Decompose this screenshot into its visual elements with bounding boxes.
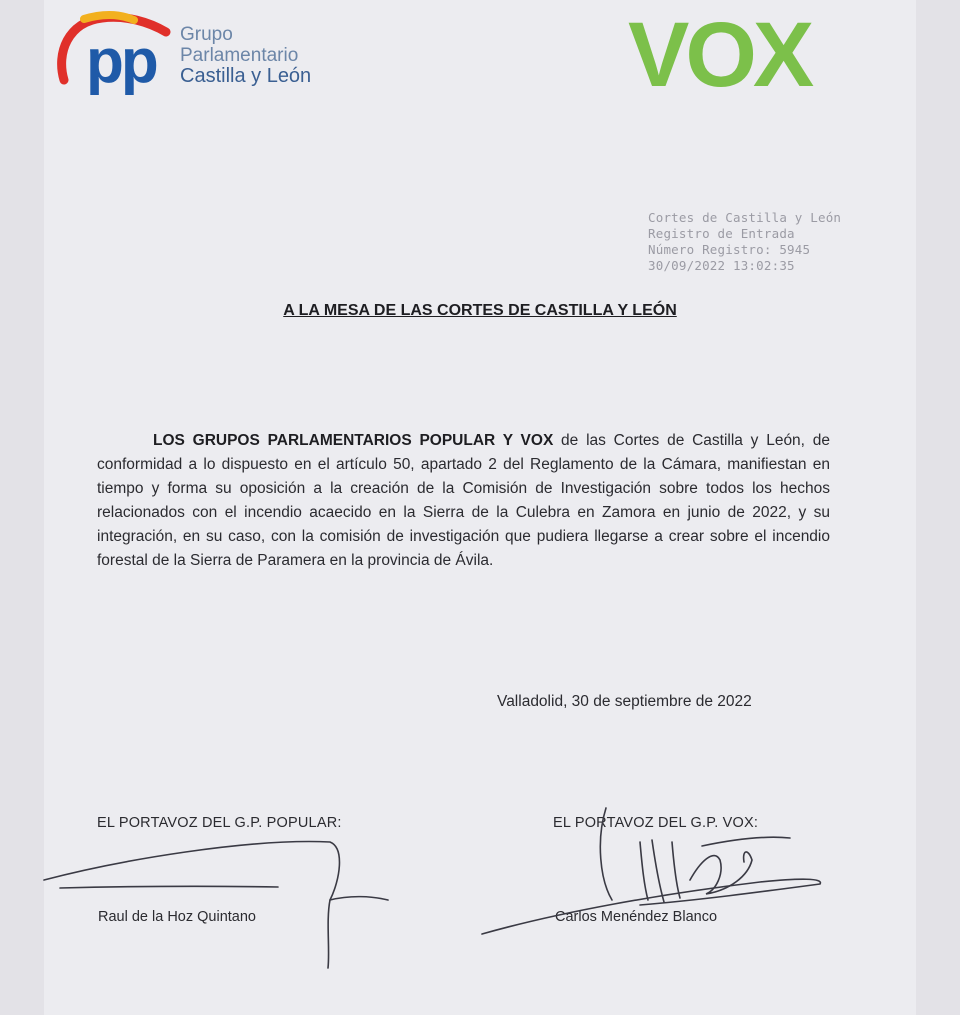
body-text: de las Cortes de Castilla y León, de conformidad a lo dispuesto en el artículo 50, apartado 2 del Reglamento de la Cámara, manifiestan en tiempo y forma su oposición a la creación de la Comisión de Investigación sobre todos los hechos relacionados con el incendio acaecido en la Sierra de la Culebra en Zamora en junio de 2022, y su integración, en su caso, con la comisión de investigación que pudiera llegarse a crear sobre el incendio forestal de la Sierra de Paramera en la provincia de Ávila. — [97, 432, 831, 569]
pp-group-line2: Parlamentario — [180, 45, 299, 66]
background-left — [0, 0, 44, 1015]
stamp-line1: Cortes de Castilla y León — [648, 210, 842, 225]
pp-group-name — [180, 24, 311, 87]
left-signatory-name: Raul de la Hoz Quintano — [98, 909, 256, 925]
pp-group-line3: Castilla y León — [180, 65, 312, 87]
vox-logo — [626, 0, 816, 100]
registry-stamp — [648, 210, 841, 274]
vox-logo-letters: VOX — [628, 4, 811, 100]
document-body — [97, 429, 830, 573]
pp-logo-letters: pp — [86, 27, 156, 96]
right-signatory-name: Carlos Menéndez Blanco — [555, 909, 718, 925]
body-bold-lead: LOS GRUPOS PARLAMENTARIOS POPULAR Y VOX — [153, 432, 554, 449]
left-signatory-label: EL PORTAVOZ DEL G.P. POPULAR: — [97, 815, 342, 831]
pp-logo — [54, 8, 174, 98]
right-signatory-label: EL PORTAVOZ DEL G.P. VOX: — [553, 815, 759, 831]
pp-group-line1: Grupo — [180, 24, 233, 45]
stamp-line3: Número Registro: 5945 — [648, 242, 811, 257]
document-heading: A LA MESA DE LAS CORTES DE CASTILLA Y LEÓN — [283, 302, 677, 319]
document-date: Valladolid, 30 de septiembre de 2022 — [497, 693, 752, 710]
background-right — [916, 0, 960, 1015]
stamp-line4: 30/09/2022 13:02:35 — [648, 258, 795, 273]
stamp-line2: Registro de Entrada — [648, 226, 795, 241]
